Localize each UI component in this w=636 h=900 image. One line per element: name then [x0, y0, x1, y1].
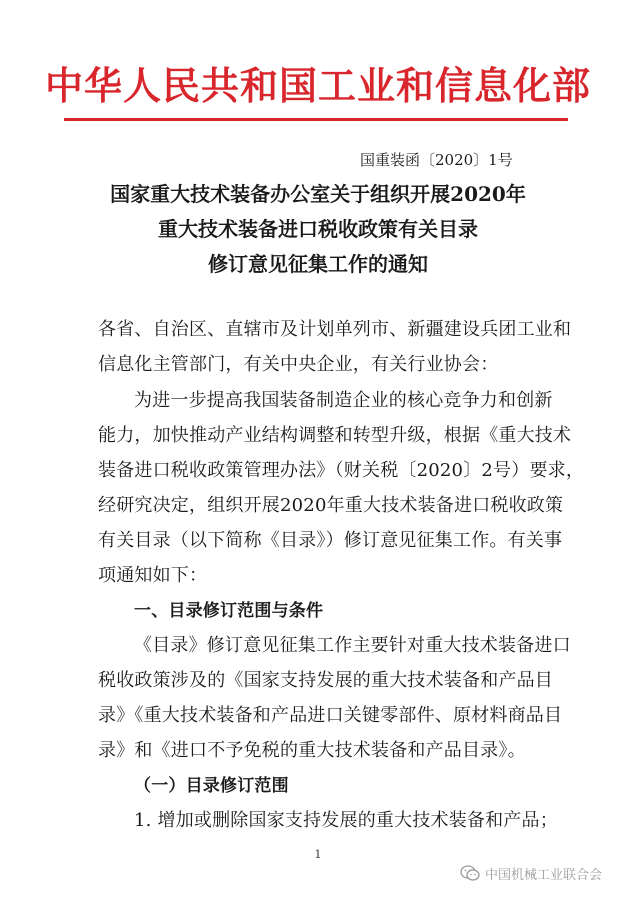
paragraph1-line-1: 为进一步提高我国装备制造企业的核心竞争力和创新 [134, 390, 553, 411]
header-red-rule [64, 118, 568, 121]
document-number: 国重装函〔2020〕1号 [360, 151, 513, 169]
addressee-line-1: 各省、自治区、直辖市及计划单列市、新疆建设兵团工业和 [98, 319, 572, 340]
addressee-line-2: 信息化主管部门，有关中央企业，有关行业协会： [98, 354, 499, 375]
paragraph2-line-1: 《目录》修订意见征集工作主要针对重大技术装备进口 [134, 635, 571, 656]
section1-heading: 一、目录修订范围与条件 [134, 601, 324, 621]
wechat-icon [460, 865, 480, 881]
paragraph1-line-3: 装备进口税收政策管理办法》（财关税〔2020〕2号）要求， [98, 460, 585, 481]
document-title-line-1: 国家重大技术装备办公室关于组织开展2020年 [110, 182, 526, 206]
paragraph2-line-3: 录》《重大技术装备和产品进口关键零部件、原材料商品目 [98, 705, 563, 726]
paragraph2-line-2: 税收政策涉及的《国家支持发展的重大技术装备和产品目 [98, 670, 553, 691]
page-number: 1 [314, 848, 322, 861]
paragraph2-line-4: 录》和《进口不予免税的重大技术装备和产品目录》。 [98, 740, 526, 761]
paragraph1-line-2: 能力，加快推动产业结构调整和转型升级，根据《重大技术 [98, 425, 572, 446]
paragraph1-line-5: 有关目录（以下简称《目录》）修订意见征集工作。有关事 [98, 530, 563, 551]
watermark [460, 862, 632, 884]
document-title-line-2: 重大技术装备进口税收政策有关目录 [158, 217, 478, 241]
subsection1-heading: （一）目录修订范围 [134, 776, 289, 796]
list-item-1: 1. 增加或删除国家支持发展的重大技术装备和产品； [134, 810, 558, 831]
watermark-text: 中国机械工业联合会 [485, 867, 603, 883]
paragraph1-line-4: 经研究决定，组织开展2020年重大技术装备进口税收政策 [98, 495, 564, 516]
document-title-line-3: 修订意见征集工作的通知 [208, 252, 428, 276]
paragraph1-line-6: 项通知如下： [98, 565, 208, 586]
ministry-header: 中华人民共和国工业和信息化部 [44, 64, 591, 108]
